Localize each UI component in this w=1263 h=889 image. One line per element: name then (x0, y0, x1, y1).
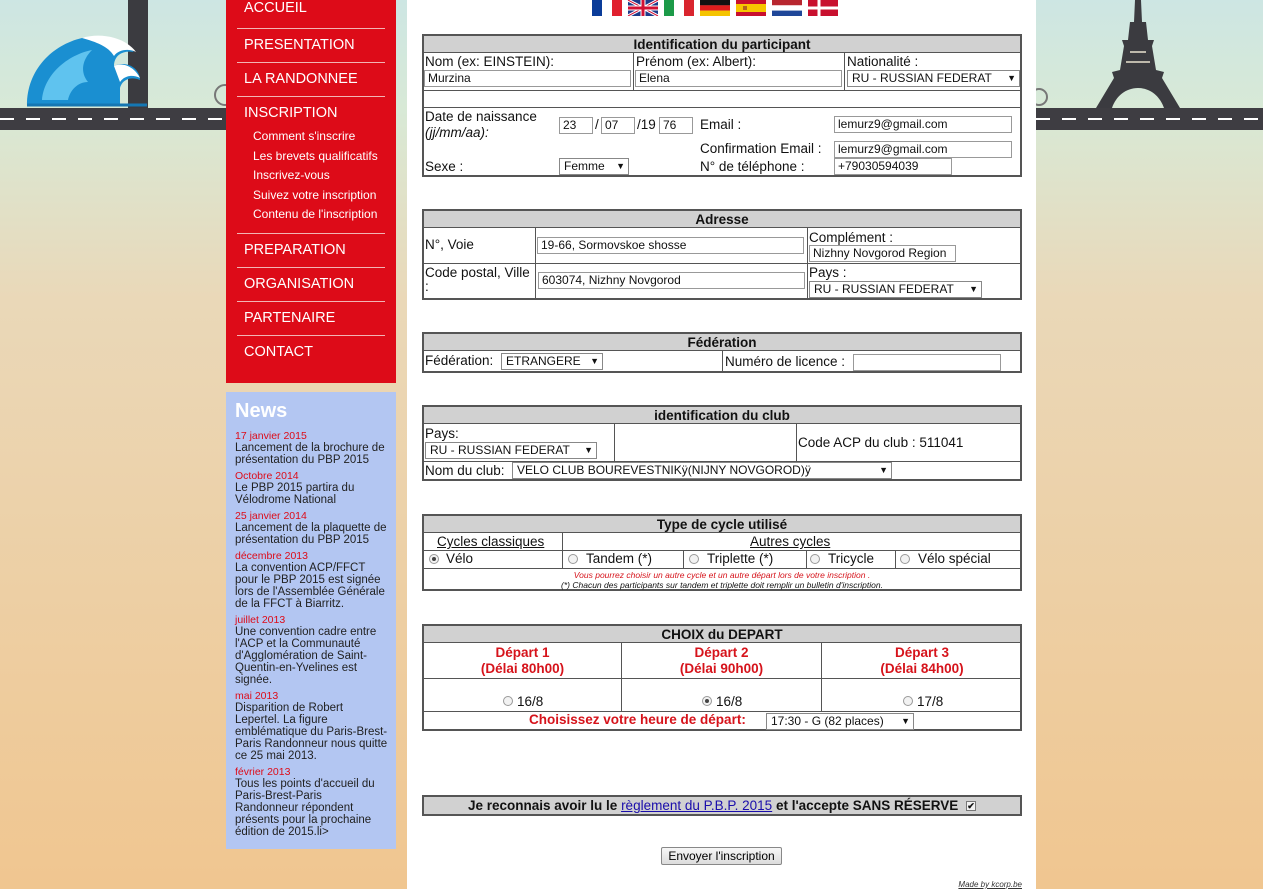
news-text[interactable]: Tous les points d'accueil du Paris-Brest-Paris Randonneur répondent présents pour la prochaine édition de 2015.li> (235, 778, 375, 838)
reglement-link[interactable]: règlement du P.B.P. 2015 (621, 798, 773, 813)
divider (683, 550, 684, 568)
nav-la-randonnee[interactable]: LA RANDONNEE (237, 63, 385, 97)
news-date: février 2013 (235, 766, 291, 778)
netherlands-flag-icon[interactable] (771, 0, 803, 16)
news-item[interactable] (235, 766, 388, 838)
eiffel-tower-icon (1090, 0, 1186, 108)
divider (844, 53, 845, 90)
email-input[interactable]: lemurz9@gmail.com (834, 116, 1012, 133)
depart-header: CHOIX du DEPART (424, 626, 1020, 643)
naissance-hint: (jj/mm/aa): (425, 125, 489, 140)
sexe-select[interactable]: Femme ▼ (559, 158, 629, 175)
divider (535, 228, 536, 298)
spain-flag-icon[interactable] (735, 0, 767, 16)
date-separator: / (595, 117, 599, 132)
velo-special-label: Vélo spécial (918, 551, 991, 566)
confirm-email-label: Confirmation Email : (700, 141, 822, 156)
reglement-section (422, 795, 1022, 816)
nav-organisation[interactable]: ORGANISATION (237, 268, 385, 302)
divider (895, 550, 896, 568)
depart3-delai: (Délai 84h00) (880, 661, 964, 676)
registration-form (407, 0, 1036, 889)
cycle-footnote: (*) Chacun des participants sur tandem et triplette doit remplir un bulletin d'inscription. (561, 580, 883, 590)
wave-icon (22, 20, 152, 110)
depart2-title: Départ 2 (694, 645, 749, 660)
tricycle-label: Tricycle (828, 551, 874, 566)
cycles-classiques-label: Cycles classiques (437, 534, 545, 549)
nav-presentation[interactable]: PRESENTATION (237, 29, 385, 63)
federation-select[interactable]: ETRANGERE ▼ (501, 353, 603, 370)
uk-flag-icon[interactable] (627, 0, 659, 16)
depart-section (422, 624, 1022, 731)
divider (806, 550, 807, 568)
accept-checkbox[interactable]: ✔ (967, 801, 975, 812)
news-date: 25 janvier 2014 (235, 510, 307, 522)
divider (633, 53, 634, 90)
divider (424, 568, 1020, 569)
language-flags (591, 0, 839, 16)
news-date: mai 2013 (235, 690, 279, 702)
germany-flag-icon[interactable] (699, 0, 731, 16)
cycle-header: Type de cycle utilisé (424, 516, 1020, 533)
voie-label: N°, Voie (425, 237, 474, 252)
reglement-prefix: Je reconnais avoir lu le (467, 798, 618, 813)
depart2-delai: (Délai 90h00) (679, 661, 764, 676)
france-flag-icon[interactable] (591, 0, 623, 16)
nationalite-select[interactable]: RU - RUSSIAN FEDERAT ▼ (847, 70, 1020, 87)
voie-input[interactable]: 19-66, Sormovskoe shosse (537, 237, 804, 254)
birth-day-input[interactable]: 23 (559, 117, 593, 134)
adresse-header: Adresse (424, 211, 1020, 228)
divider (424, 263, 1020, 264)
news-text[interactable]: Lancement de la brochure de présentation du PBP 2015 (235, 442, 385, 466)
nationalite-label: Nationalité : (847, 54, 919, 69)
triplette-radio[interactable] (689, 554, 699, 564)
news-text[interactable]: Lancement de la plaquette de présentation du PBP 2015 (235, 522, 387, 546)
inscription-submenu (237, 123, 385, 234)
divider (562, 533, 563, 568)
made-by-link[interactable]: Made by kcorp.be (958, 880, 1022, 889)
participant-section (422, 34, 1022, 177)
denmark-flag-icon[interactable] (807, 0, 839, 16)
reglement-row (424, 797, 1020, 814)
news-text[interactable]: Le PBP 2015 partira du Vélodrome National (235, 482, 355, 506)
heure-select[interactable]: 17:30 - G (82 places) ▼ (766, 713, 914, 730)
news-panel (226, 392, 396, 849)
code-acp-text: Code ACP du club : 511041 (798, 435, 964, 450)
divider (424, 678, 1020, 679)
club-section (422, 405, 1022, 481)
licence-input[interactable] (853, 354, 1001, 371)
divider (614, 424, 615, 461)
complement-label: Complément : (809, 230, 894, 245)
nav-partenaire[interactable]: PARTENAIRE (237, 302, 385, 336)
confirm-email-input[interactable]: lemurz9@gmail.com (834, 141, 1012, 158)
nav-preparation[interactable]: PREPARATION (237, 234, 385, 268)
nav-contact[interactable]: CONTACT (244, 343, 314, 360)
nav-accueil[interactable]: ACCUEIL (237, 0, 385, 29)
news-item[interactable] (235, 690, 388, 762)
news-date: décembre 2013 (235, 550, 308, 562)
federation-label: Fédération: (425, 353, 494, 368)
participant-header: Identification du participant (424, 36, 1020, 53)
club-pays-select[interactable]: RU - RUSSIAN FEDERAT ▼ (425, 442, 597, 459)
subnav-contenu-inscription[interactable]: Contenu de l'inscription (253, 207, 378, 221)
road-decoration (1036, 108, 1263, 130)
news-item[interactable] (235, 614, 388, 686)
heure-label: Choisissez votre heure de départ: (529, 712, 746, 727)
tricycle-radio[interactable] (810, 554, 820, 564)
telephone-input[interactable]: +79030594039 (834, 158, 952, 175)
club-header: identification du club (424, 407, 1020, 424)
tandem-label: Tandem (*) (586, 551, 653, 566)
complement-input[interactable]: Nizhny Novgorod Region (809, 245, 956, 262)
news-text[interactable]: Disparition de Robert Lepertel. La figure emblématique du Paris-Brest-Paris Randonneur nous quitte ce 25 mai 2013. (235, 702, 388, 762)
adresse-section (422, 209, 1022, 300)
divider (796, 424, 797, 461)
telephone-label: N° de téléphone : (700, 159, 805, 174)
pays-select[interactable]: RU - RUSSIAN FEDERAT ▼ (809, 281, 982, 298)
tandem-radio[interactable] (568, 554, 578, 564)
depart3-title: Départ 3 (894, 645, 950, 660)
pays-label: Pays : (809, 265, 847, 280)
velo-label: Vélo (446, 551, 474, 566)
naissance-label: Date de naissance (425, 109, 537, 124)
nom-input[interactable]: Murzina (424, 70, 631, 87)
prenom-label: Prénom (ex: Albert): (636, 54, 757, 69)
depart3-radio[interactable] (903, 696, 913, 706)
divider (722, 351, 723, 371)
birth-month-input[interactable]: 07 (601, 117, 635, 134)
depart3-date: 17/8 (917, 694, 944, 709)
depart1-title: Départ 1 (495, 645, 550, 660)
sexe-label: Sexe : (425, 159, 464, 174)
depart2-date: 16/8 (716, 694, 743, 709)
depart1-radio[interactable] (503, 696, 513, 706)
depart2-radio[interactable] (702, 696, 712, 706)
triplette-label: Triplette (*) (707, 551, 774, 566)
club-name-label: Nom du club: (425, 463, 505, 478)
cycle-note: Vous pourrez choisir un autre cycle et un autre départ lors de votre inscription . (573, 570, 871, 580)
prenom-input[interactable]: Elena (635, 70, 842, 87)
news-text[interactable]: Une convention cadre entre l'ACP et la Communauté d'Agglomération de Saint-Quentin-en-Yvelines est signée. (235, 626, 377, 686)
news-item[interactable] (235, 550, 388, 610)
news-date: juillet 2013 (235, 614, 286, 626)
code-postal-colon: : (425, 279, 429, 294)
subnav-suivez-inscription[interactable]: Suivez votre inscription (253, 187, 377, 202)
depart1-delai: (Délai 80h00) (480, 661, 565, 676)
club-name-select[interactable]: VELO CLUB BOUREVESTNIKÿ(NIJNY NOVGOROD)ÿ ▼ (512, 462, 892, 479)
club-pays-label: Pays: (425, 426, 459, 441)
news-item[interactable] (235, 470, 388, 506)
licence-label: Numéro de licence : (725, 354, 846, 369)
federation-header: Fédération (424, 334, 1020, 351)
divider (424, 90, 1020, 91)
divider (807, 228, 808, 298)
autres-cycles-label: Autres cycles (750, 534, 831, 549)
velo-radio[interactable] (429, 554, 439, 564)
news-date: 17 janvier 2015 (235, 430, 307, 442)
news-date: Octobre 2014 (235, 470, 299, 482)
code-postal-ville-input[interactable]: 603074, Nizhny Novgorod (538, 272, 805, 289)
depart1-date: 16/8 (517, 694, 544, 709)
velo-special-radio[interactable] (900, 554, 910, 564)
reglement-suffix: et l'accepte SANS RÉSERVE (775, 798, 959, 813)
federation-section (422, 332, 1022, 373)
code-postal-label: Code postal, Ville (425, 265, 530, 280)
email-label: Email : (700, 117, 742, 132)
road-decoration (0, 108, 226, 130)
birth-year-input[interactable]: 76 (659, 117, 693, 134)
news-item[interactable] (235, 430, 388, 466)
subnav-brevets-qualificatifs[interactable]: Les brevets qualificatifs (253, 148, 378, 163)
italy-flag-icon[interactable] (663, 0, 695, 16)
cycle-section (422, 514, 1022, 591)
news-text[interactable]: La convention ACP/FFCT pour le PBP 2015 est signée lors de l'Assemblée Générale de la FFCT à Biarritz. (235, 562, 385, 610)
nav-inscription[interactable]: INSCRIPTION (244, 105, 338, 121)
news-item[interactable] (235, 510, 388, 546)
divider (424, 107, 1020, 108)
subnav-comment-sinscrire[interactable]: Comment s'inscrire (253, 129, 356, 143)
subnav-inscrivez-vous[interactable]: Inscrivez-vous (253, 168, 330, 182)
nom-label: Nom (ex: EINSTEIN): (425, 54, 555, 69)
submit-button[interactable]: Envoyer l'inscription (661, 847, 782, 865)
news-title: News (235, 400, 288, 422)
main-navigation (226, 0, 396, 383)
century-prefix: /19 (637, 117, 656, 132)
